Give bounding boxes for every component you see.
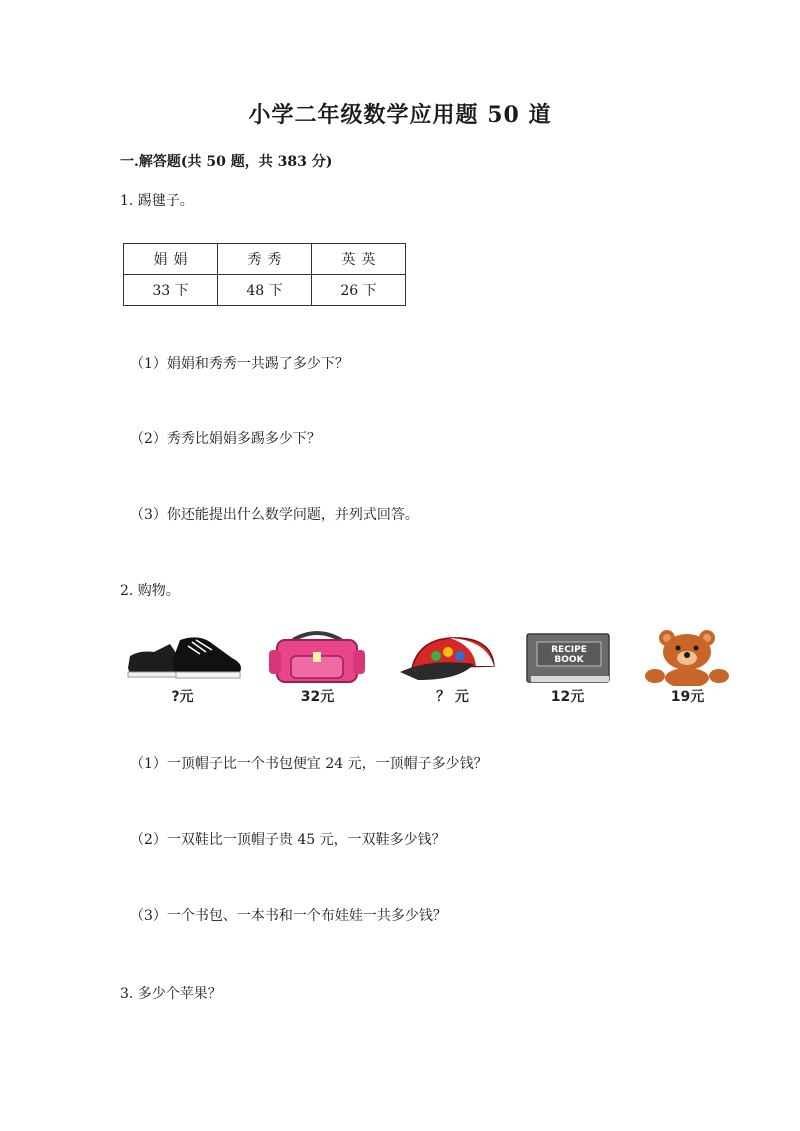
book-cover-text: RECIPE [551,645,587,655]
question-1-sub-1: （1）娟娟和秀秀一共踢了多少下？ [130,356,349,372]
table-cell: 秀秀 [218,244,312,275]
table-cell: 48 下 [218,275,312,306]
question-1-sub-3: （3）你还能提出什么数学问题，并列式回答。 [130,507,419,523]
shopping-item [390,628,515,708]
schoolbag-icon [255,628,380,686]
section-heading: 一.解答题(共 50 题，共 383 分) [120,154,333,170]
question-1-label: 1. 踢毽子。 [120,193,194,209]
price-label: 32元 [300,689,335,705]
table-cell: 娟娟 [124,244,218,275]
page-title: 小学二年级数学应用题 50 道 [248,102,552,128]
teddy-bear-icon [625,628,750,686]
question-1-sub-2: （2）秀秀比娟娟多踢多少下？ [130,431,321,447]
price-label: ？ 元 [436,689,469,705]
price-label: 12元 [550,689,585,705]
price-label: 19元 [670,689,705,705]
question-2-sub-1: （1）一顶帽子比一个书包便宜 24 元，一顶帽子多少钱？ [130,756,488,772]
sneakers-icon [120,628,245,686]
cap-icon [390,628,515,686]
shopping-item [255,628,380,708]
question-2-sub-3: （3）一个书包、一本书和一个布娃娃一共多少钱？ [130,908,447,924]
table-cell: 英英 [312,244,406,275]
question-2-label: 2. 购物。 [120,583,180,599]
table-row [124,275,406,306]
question-3-label: 3. 多少个苹果？ [120,986,222,1002]
table-cell: 33 下 [124,275,218,306]
kick-count-table [123,243,406,306]
table-row [124,244,406,275]
recipe-book-icon [505,628,630,686]
shopping-item [505,628,630,708]
shopping-items [120,628,750,708]
price-label: ?元 [171,689,194,705]
table-cell: 26 下 [312,275,406,306]
shopping-item [120,628,245,708]
shopping-item [625,628,750,708]
question-2-sub-2: （2）一双鞋比一顶帽子贵 45 元，一双鞋多少钱？ [130,832,446,848]
book-cover-text: BOOK [554,655,584,665]
